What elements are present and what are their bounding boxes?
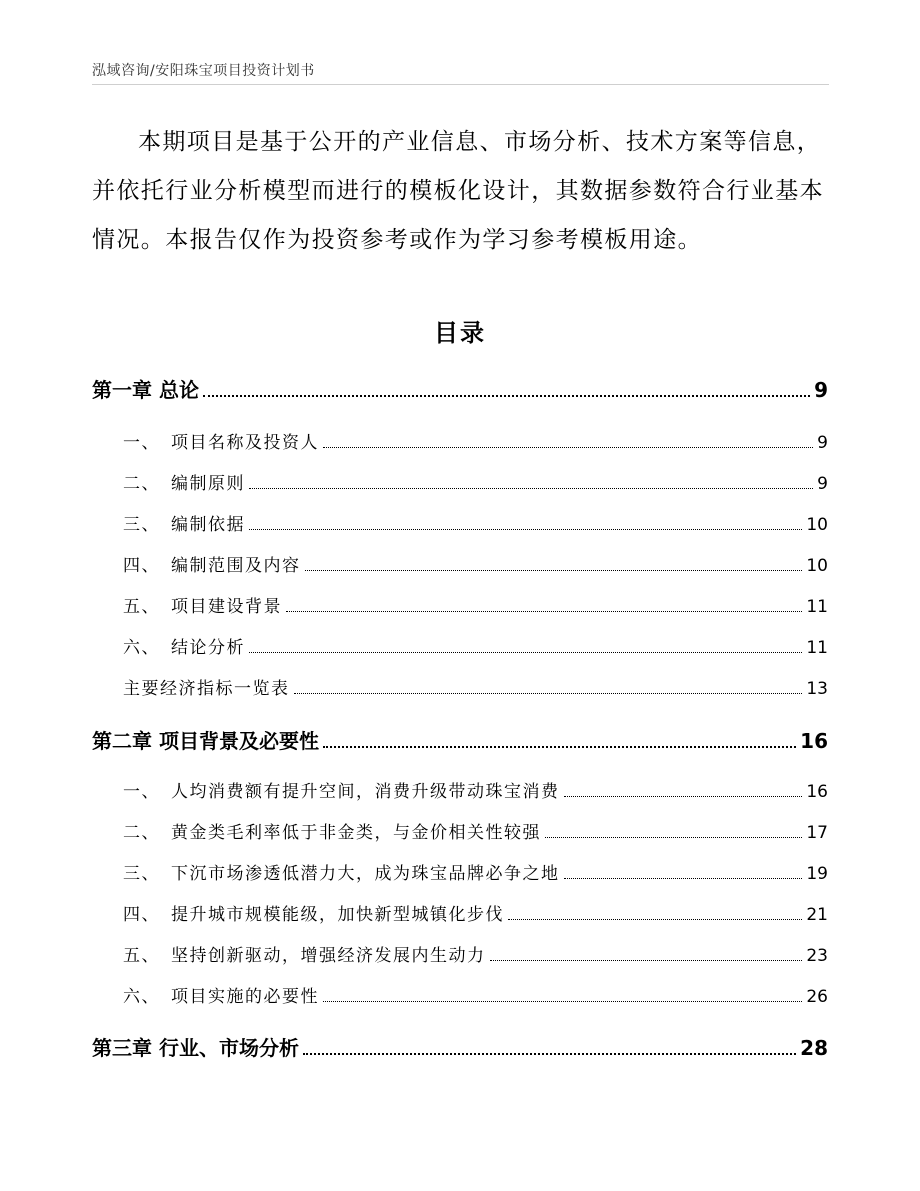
toc-page-number: 28 bbox=[800, 1036, 828, 1060]
toc-section-1-table[interactable] bbox=[123, 674, 828, 699]
toc-entry-label: 第一章 总论 bbox=[92, 378, 199, 402]
toc-entry-title: 编制依据 bbox=[171, 515, 245, 535]
toc-section-2-1[interactable] bbox=[123, 777, 828, 802]
toc-dot-leader bbox=[323, 1001, 802, 1002]
toc-page-number: 9 bbox=[814, 378, 828, 402]
toc-entry-label bbox=[123, 592, 282, 617]
toc-section-2-4[interactable] bbox=[123, 900, 828, 925]
toc-entry-number: 三、 bbox=[123, 864, 160, 884]
toc-section-1-6[interactable] bbox=[123, 633, 828, 658]
toc-section-1-2[interactable] bbox=[123, 469, 828, 494]
toc-page-number: 11 bbox=[806, 597, 828, 617]
toc-entry-number: 二、 bbox=[123, 823, 160, 843]
toc-dot-leader bbox=[323, 746, 796, 748]
toc-page-number: 23 bbox=[806, 946, 828, 966]
toc-entry-label: 主要经济指标一览表 bbox=[123, 679, 290, 699]
toc-dot-leader bbox=[294, 693, 803, 694]
toc-section-2-5[interactable] bbox=[123, 941, 828, 966]
toc-page-number: 10 bbox=[806, 556, 828, 576]
toc-page-number: 26 bbox=[806, 987, 828, 1007]
toc-entry-number: 四、 bbox=[123, 905, 160, 925]
toc-section-1-3[interactable] bbox=[123, 510, 828, 535]
toc-entry-number: 三、 bbox=[123, 515, 160, 535]
toc-entry-label bbox=[123, 469, 245, 494]
toc-entry-label bbox=[123, 818, 541, 843]
toc-section-1-4[interactable] bbox=[123, 551, 828, 576]
toc-entry-number: 六、 bbox=[123, 638, 160, 658]
toc-entry-number: 二、 bbox=[123, 474, 160, 494]
toc-section-1-5[interactable] bbox=[123, 592, 828, 617]
toc-entry-label bbox=[123, 777, 560, 802]
toc-page-number: 9 bbox=[817, 433, 828, 453]
toc-dot-leader bbox=[303, 1053, 796, 1055]
running-header: 泓域咨询/安阳珠宝项目投资计划书 bbox=[92, 63, 315, 79]
toc-dot-leader bbox=[249, 488, 813, 489]
toc-entry-label bbox=[123, 859, 560, 884]
toc-section-2-6[interactable] bbox=[123, 982, 828, 1007]
toc-dot-leader bbox=[305, 570, 803, 571]
toc-dot-leader bbox=[249, 652, 802, 653]
toc-page-number: 16 bbox=[806, 782, 828, 802]
toc-chapter-2[interactable] bbox=[92, 725, 828, 754]
toc-page-number: 9 bbox=[817, 474, 828, 494]
toc-page-number: 11 bbox=[806, 638, 828, 658]
toc-dot-leader bbox=[249, 529, 802, 530]
toc-entry-title: 项目名称及投资人 bbox=[171, 433, 319, 453]
toc-page-number: 21 bbox=[806, 905, 828, 925]
toc-dot-leader bbox=[545, 837, 802, 838]
toc-entry-label bbox=[123, 551, 301, 576]
toc-page-number: 10 bbox=[806, 515, 828, 535]
toc-entry-number: 六、 bbox=[123, 987, 160, 1007]
toc-entry-title: 编制原则 bbox=[171, 474, 245, 494]
toc-entry-label bbox=[123, 428, 319, 453]
toc-chapter-3[interactable] bbox=[92, 1032, 828, 1061]
toc-entry-number: 一、 bbox=[123, 433, 160, 453]
toc-entry-label bbox=[123, 633, 245, 658]
toc-dot-leader bbox=[508, 919, 802, 920]
toc-chapter-1[interactable] bbox=[92, 374, 828, 403]
toc-dot-leader bbox=[564, 796, 803, 797]
toc-page-number: 13 bbox=[806, 679, 828, 699]
toc-entry-title: 提升城市规模能级，加快新型城镇化步伐 bbox=[171, 905, 504, 925]
toc-entry-number: 四、 bbox=[123, 556, 160, 576]
toc-entry-label: 第二章 项目背景及必要性 bbox=[92, 729, 319, 753]
toc-entry-number: 一、 bbox=[123, 782, 160, 802]
toc-entry-title: 项目建设背景 bbox=[171, 597, 282, 617]
toc-entry-title: 下沉市场渗透低潜力大，成为珠宝品牌必争之地 bbox=[171, 864, 560, 884]
toc-entry-label bbox=[123, 941, 486, 966]
toc-entry-title: 黄金类毛利率低于非金类，与金价相关性较强 bbox=[171, 823, 541, 843]
toc-dot-leader bbox=[203, 395, 810, 397]
toc-entry-title: 人均消费额有提升空间，消费升级带动珠宝消费 bbox=[171, 782, 560, 802]
toc-dot-leader bbox=[490, 960, 803, 961]
toc-section-1-1[interactable] bbox=[123, 428, 828, 453]
toc-entry-title: 项目实施的必要性 bbox=[171, 987, 319, 1007]
toc-title: 目录 bbox=[434, 319, 486, 347]
toc-section-2-2[interactable] bbox=[123, 818, 828, 843]
toc-entry-label bbox=[123, 982, 319, 1007]
toc-entry-label bbox=[123, 510, 245, 535]
intro-paragraph: 本期项目是基于公开的产业信息、市场分析、技术方案等信息，并依托行业分析模型而进行的模板化设计，其数据参数符合行业基本情况。本报告仅作为投资参考或作为学习参考模板用途。 bbox=[92, 129, 824, 253]
toc-entry-label: 第三章 行业、市场分析 bbox=[92, 1036, 299, 1060]
header-divider bbox=[92, 84, 829, 85]
toc-page-number: 16 bbox=[800, 729, 828, 753]
toc-entry-number: 五、 bbox=[123, 946, 160, 966]
toc-page-number: 19 bbox=[806, 864, 828, 884]
toc-entry-label bbox=[123, 900, 504, 925]
toc-entry-title: 结论分析 bbox=[171, 638, 245, 658]
toc-entry-number: 五、 bbox=[123, 597, 160, 617]
toc-dot-leader bbox=[564, 878, 803, 879]
toc-dot-leader bbox=[323, 447, 813, 448]
toc-entry-title: 编制范围及内容 bbox=[171, 556, 301, 576]
toc-section-2-3[interactable] bbox=[123, 859, 828, 884]
toc-page-number: 17 bbox=[806, 823, 828, 843]
toc-entry-title: 坚持创新驱动，增强经济发展内生动力 bbox=[171, 946, 486, 966]
toc-dot-leader bbox=[286, 611, 802, 612]
